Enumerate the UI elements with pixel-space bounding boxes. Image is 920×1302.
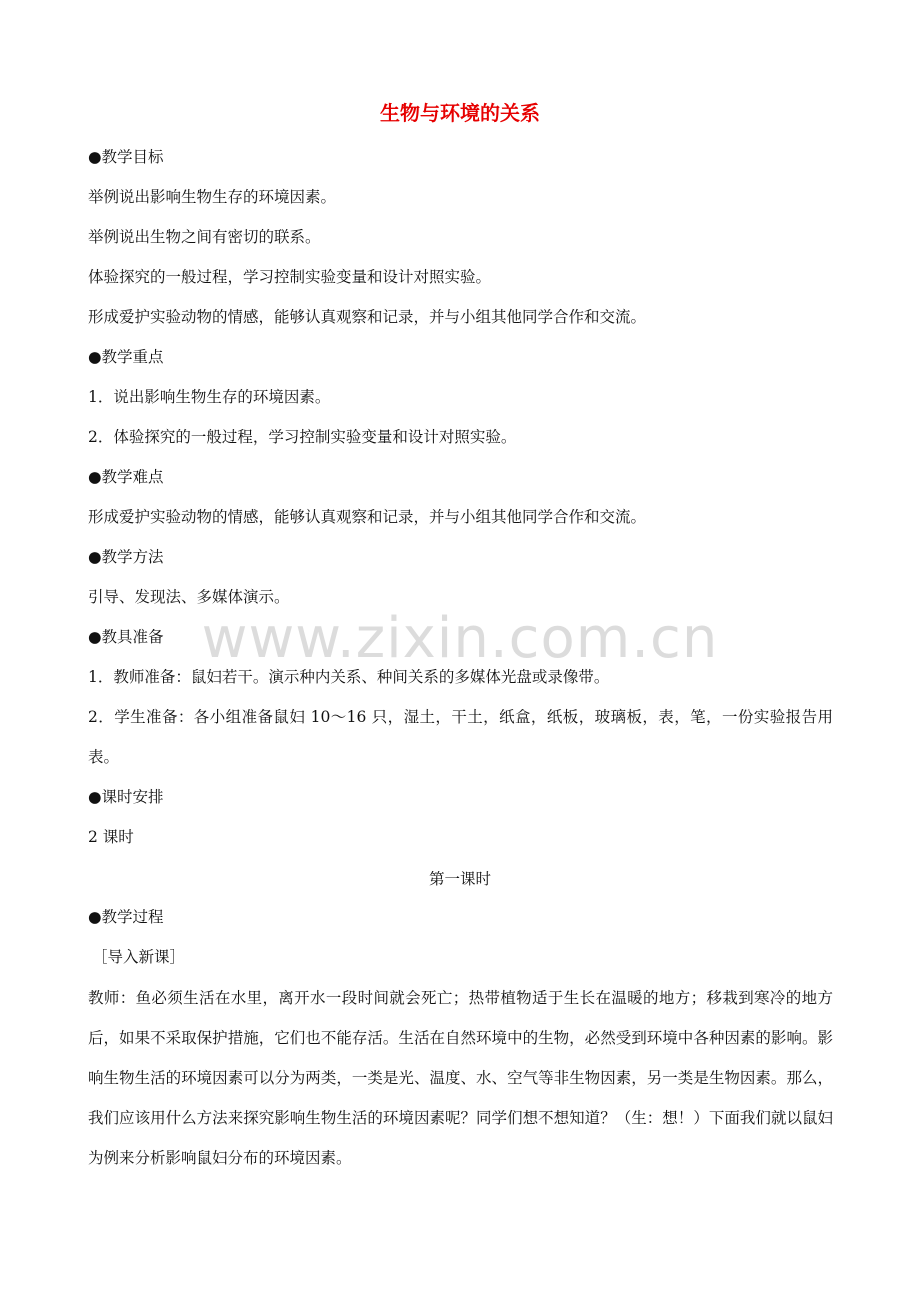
difficult-text: 形成爱护实验动物的情感，能够认真观察和记录，并与小组其他同学合作和交流。	[88, 508, 647, 526]
key-item: 2．体验探究的一般过程，学习控制实验变量和设计对照实验。	[88, 428, 517, 446]
goal-item: 举例说出生物之间有密切的联系。	[88, 228, 321, 246]
tools-item-student: 2．学生准备：各小组准备鼠妇 10～16 只，湿土，干土，纸盒，纸板，玻璃板，表，笔，一份实验报告用表。	[88, 708, 833, 766]
key-item: 1．说出影响生物生存的环境因素。	[88, 388, 331, 406]
method-heading: ●教学方法	[88, 548, 164, 566]
method-text: 引导、发现法、多媒体演示。	[88, 588, 290, 606]
tools-item-teacher: 1．教师准备：鼠妇若干。演示种内关系、种间关系的多媒体光盘或录像带。	[88, 668, 610, 686]
schedule-heading: ●课时安排	[88, 788, 164, 806]
watermark: www.zixin.com.cn	[201, 606, 719, 671]
document-title: 生物与环境的关系	[380, 101, 540, 125]
goal-item: 体验探究的一般过程，学习控制实验变量和设计对照实验。	[88, 268, 492, 286]
difficult-heading: ●教学难点	[88, 468, 164, 486]
goals-heading: ●教学目标	[88, 148, 164, 166]
intro-paragraph: 教师：鱼必须生活在水里，离开水一段时间就会死亡；热带植物适于生长在温暖的地方；移栽到寒冷的地方后，如果不采取保护措施，它们也不能存活。生活在自然环境中的生物，必然受到环境中各种因素的影响。影响生物生活的环境因素可以分为两类，一类是光、温度、水、空气等非生物因素，另一类是生物因素。那么，我们应该用什么方法来探究影响生物生活的环境因素呢？同学们想不想知道？（生：想！）下面我们就以鼠妇为例来分析影响鼠妇分布的环境因素。	[88, 989, 833, 1167]
schedule-text: 2 课时	[88, 828, 134, 846]
goal-item: 举例说出影响生物生存的环境因素。	[88, 188, 337, 206]
tools-heading: ●教具准备	[88, 628, 164, 646]
process-heading: ●教学过程	[88, 908, 164, 926]
lesson-title: 第一课时	[428, 870, 491, 888]
intro-label: ［导入新课］	[92, 948, 186, 966]
goal-item: 形成爱护实验动物的情感，能够认真观察和记录，并与小组其他同学合作和交流。	[88, 308, 647, 326]
key-heading: ●教学重点	[88, 348, 164, 366]
